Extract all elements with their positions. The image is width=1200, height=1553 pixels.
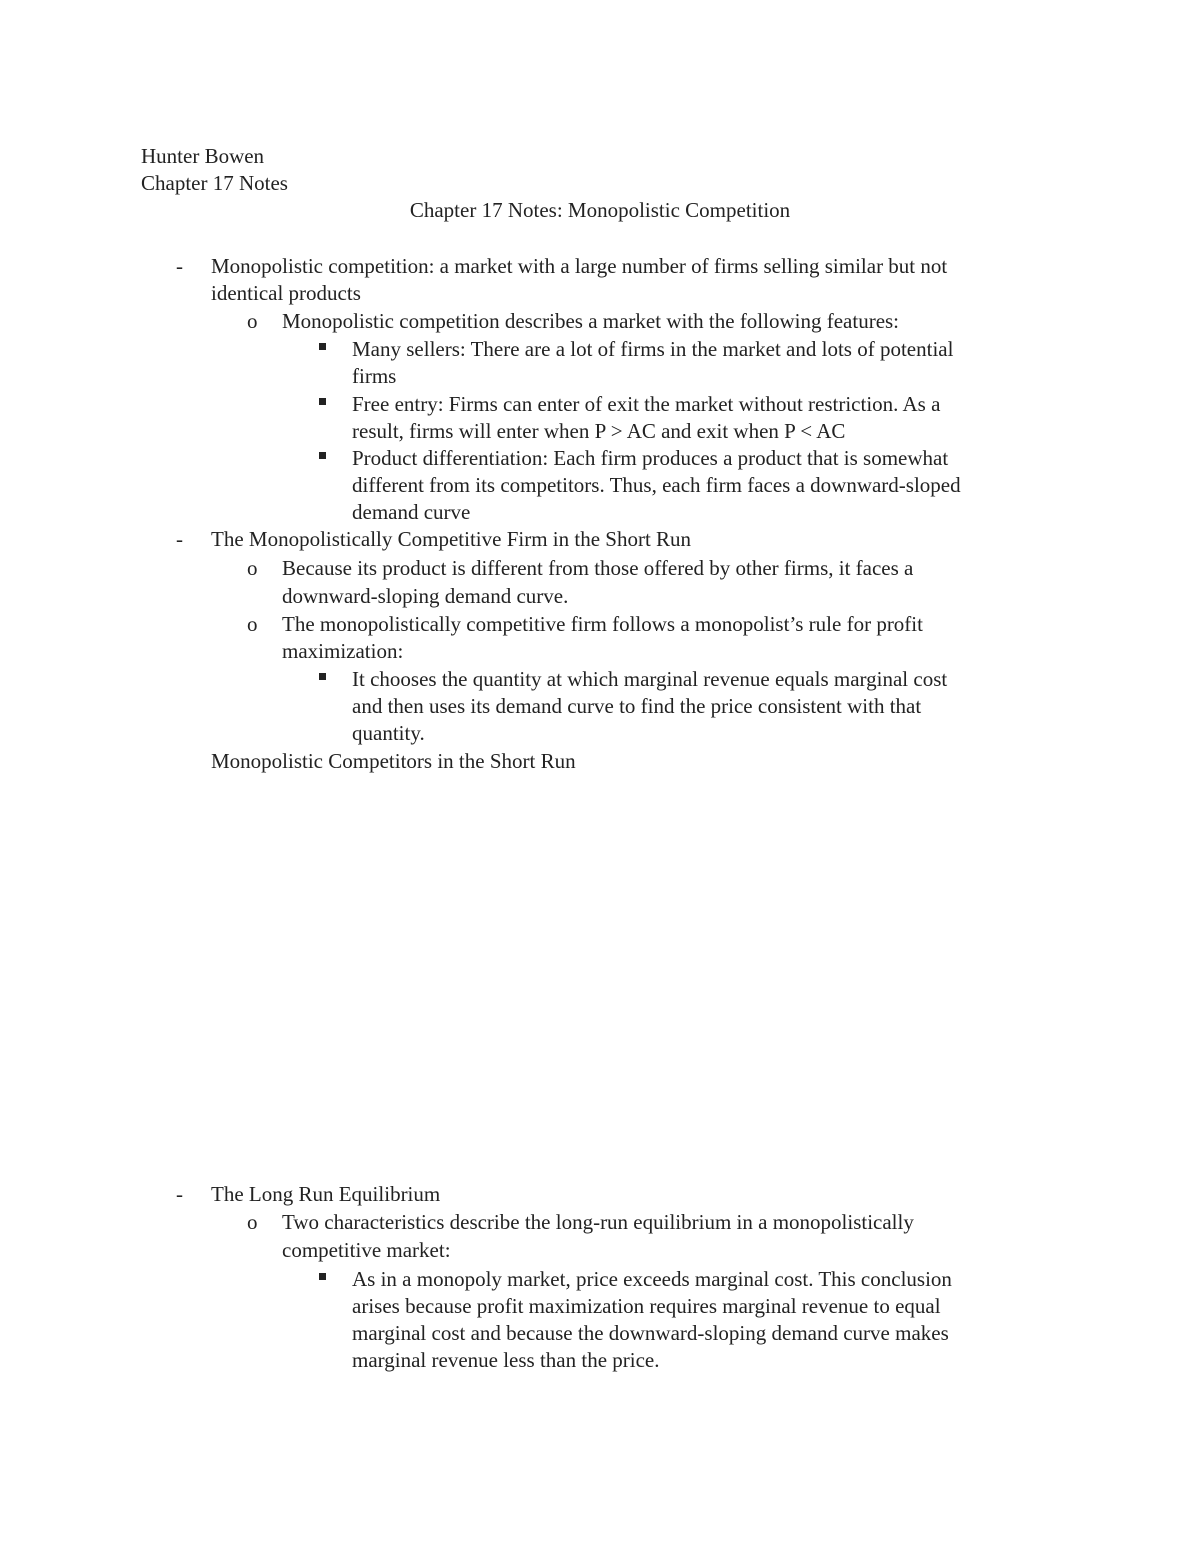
figure-caption: Monopolistic Competitors in the Short Run (211, 749, 576, 773)
section1-bullet2-line2: result, firms will enter when P > AC and exit when P < AC (352, 419, 846, 443)
section3-bullet1-line4: marginal revenue less than the price. (352, 1348, 660, 1372)
section1-bullet2-line1: Free entry: Firms can enter of exit the market without restriction. As a (352, 392, 941, 416)
circle-bullet: o (247, 1210, 258, 1234)
section3-sub1-line2: competitive market: (282, 1238, 451, 1262)
author-name: Hunter Bowen (141, 144, 265, 168)
document-title: Chapter 17 Notes: Monopolistic Competition (409, 198, 791, 222)
section1-sub-point: Monopolistic competition describes a market with the following features: (282, 309, 900, 333)
dash-bullet: - (176, 527, 183, 551)
section3-sub1-line1: Two characteristics describe the long-run equilibrium in a monopolistically (282, 1210, 914, 1234)
section1-text-line2: identical products (211, 281, 361, 305)
section1-bullet1-line1: Many sellers: There are a lot of firms in the market and lots of potential (352, 337, 954, 361)
section2-heading: The Monopolistically Competitive Firm in the Short Run (211, 527, 692, 551)
section1-bullet3-line3: demand curve (352, 500, 471, 524)
section2-bullet1-line2: and then uses its demand curve to find the price consistent with that (352, 694, 922, 718)
square-bullet (319, 1273, 326, 1280)
section1-text-line1: Monopolistic competition: a market with a large number of firms selling similar but not (211, 254, 948, 278)
section2-sub2-line2: maximization: (282, 639, 404, 663)
section1-bullet3-line1: Product differentiation: Each firm produces a product that is somewhat (352, 446, 949, 470)
section3-bullet1-line2: arises because profit maximization requires marginal revenue to equal (352, 1294, 941, 1318)
square-bullet (319, 452, 326, 459)
section2-sub1-line2: downward-sloping demand curve. (282, 584, 569, 608)
square-bullet (319, 343, 326, 350)
section2-sub1-line1: Because its product is different from those offered by other firms, it faces a (282, 556, 914, 580)
section3-bullet1-line1: As in a monopoly market, price exceeds marginal cost. This conclusion (352, 1267, 952, 1291)
section3-heading: The Long Run Equilibrium (211, 1182, 441, 1206)
section2-bullet1-line3: quantity. (352, 721, 425, 745)
square-bullet (319, 673, 326, 680)
dash-bullet: - (176, 254, 183, 278)
circle-bullet: o (247, 556, 258, 580)
section3-bullet1-line3: marginal cost and because the downward-sloping demand curve makes (352, 1321, 949, 1345)
dash-bullet: - (176, 1182, 183, 1206)
section2-sub2-line1: The monopolistically competitive firm follows a monopolist’s rule for profit (282, 612, 923, 636)
section1-bullet1-line2: firms (352, 364, 397, 388)
circle-bullet: o (247, 309, 258, 333)
section1-bullet3-line2: different from its competitors. Thus, each firm faces a downward-sloped (352, 473, 961, 497)
square-bullet (319, 398, 326, 405)
circle-bullet: o (247, 612, 258, 636)
section2-bullet1-line1: It chooses the quantity at which marginal revenue equals marginal cost (352, 667, 948, 691)
document-subtitle: Chapter 17 Notes (141, 171, 288, 195)
